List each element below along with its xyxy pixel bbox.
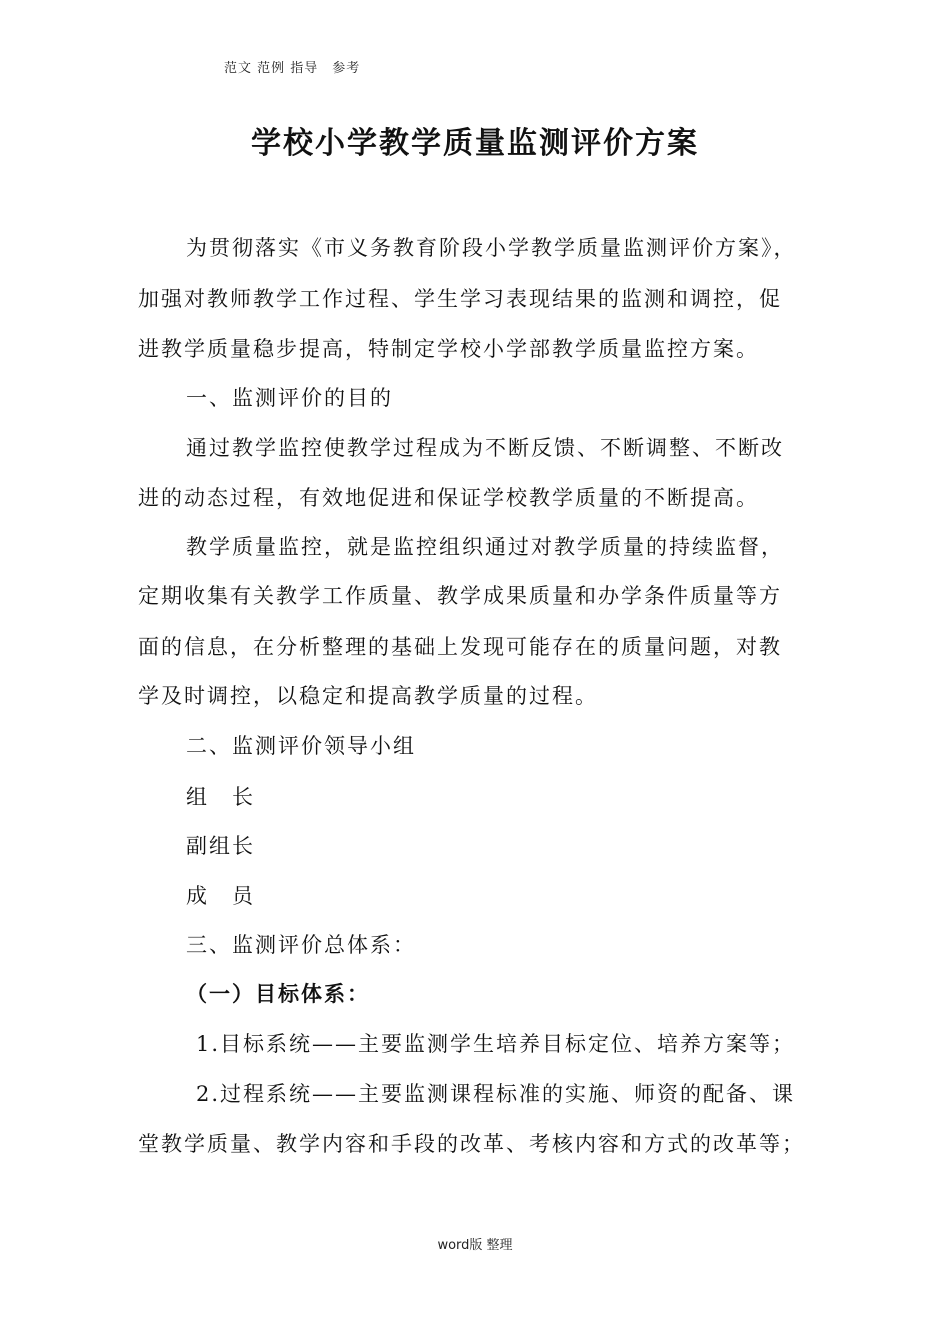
section-3-item-2-continued: 堂教学质量、教学内容和手段的改革、考核内容和方式的改革等；	[138, 1132, 805, 1156]
section-3-item-2: 2.过程系统——主要监测课程标准的实施、师资的配备、课	[196, 1082, 796, 1106]
intro-line-1: 为贯彻落实《市义务教育阶段小学教学质量监测评价方案》，	[186, 236, 797, 260]
section-1-heading: 一、监测评价的目的	[186, 386, 393, 410]
section-1-para2-line-1: 教学质量监控，就是监控组织通过对教学质量的持续监督，	[186, 535, 784, 559]
role-deputy-leader: 副组长	[186, 834, 255, 858]
section-1-para2-line-2: 定期收集有关教学工作质量、教学成果质量和办学条件质量等方	[138, 584, 782, 608]
section-2-heading: 二、监测评价领导小组	[186, 734, 416, 758]
section-1-para1-line-2: 进的动态过程，有效地促进和保证学校教学质量的不断提高。	[138, 486, 759, 510]
section-3-subheading: （一）目标体系：	[186, 981, 370, 1006]
role-members: 成 员	[186, 884, 255, 908]
section-1-para1-line-1: 通过教学监控使教学过程成为不断反馈、不断调整、不断改	[186, 436, 784, 460]
intro-line-2: 加强对教师教学工作过程、学生学习表现结果的监测和调控，促	[138, 287, 782, 311]
role-leader: 组 长	[186, 785, 255, 809]
page-header: 范文 范例 指导 参考	[224, 61, 361, 76]
section-1-para2-line-4: 学及时调控，以稳定和提高教学质量的过程。	[138, 684, 598, 708]
section-1-para2-line-3: 面的信息，在分析整理的基础上发现可能存在的质量问题，对教	[138, 635, 782, 659]
page-footer: word版 整理	[437, 1238, 513, 1253]
section-3-item-1: 1.目标系统——主要监测学生培养目标定位、培养方案等；	[196, 1032, 796, 1056]
intro-line-3: 进教学质量稳步提高，特制定学校小学部教学质量监控方案。	[138, 337, 759, 361]
page-title: 学校小学教学质量监测评价方案	[251, 126, 699, 161]
section-3-heading: 三、监测评价总体系：	[186, 933, 416, 957]
